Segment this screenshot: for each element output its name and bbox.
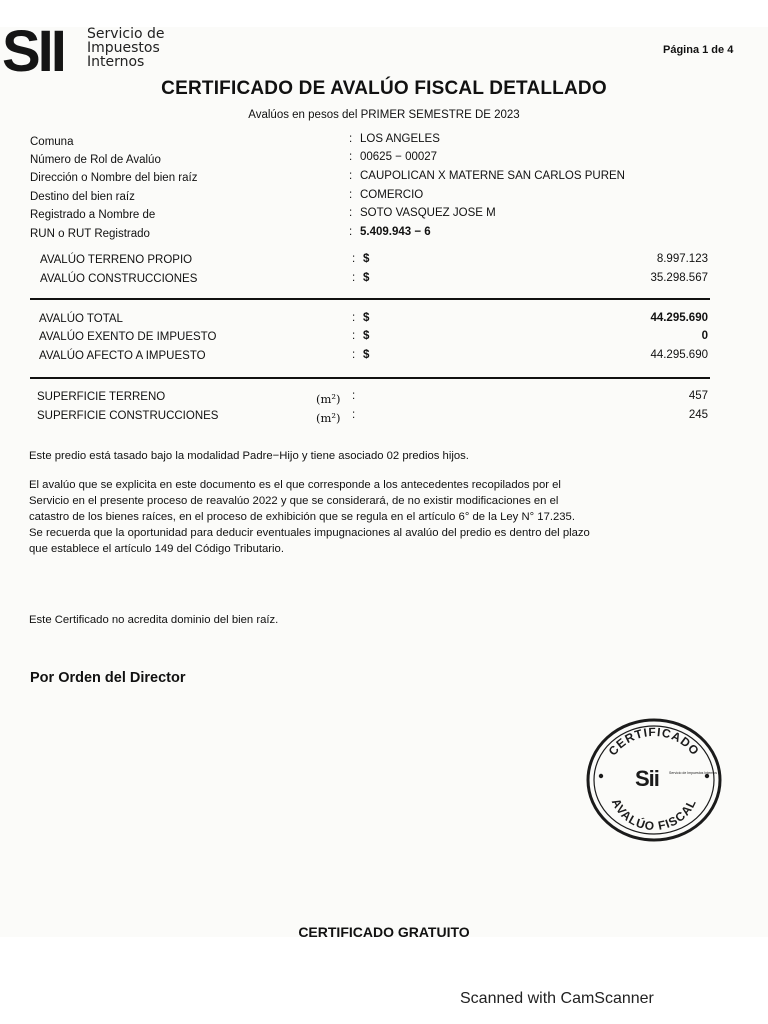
sii-logo-mark: SII	[2, 19, 64, 84]
detail-value-rut: 5.409.943 − 6	[360, 226, 431, 238]
seal-dot	[599, 774, 603, 778]
sii-logo-text	[87, 27, 165, 69]
surface-unit: (m²)	[316, 411, 341, 425]
detail-value-destino: COMERCIO	[360, 189, 424, 201]
valuation-currency: $	[363, 253, 370, 265]
valuation-colon: :	[352, 330, 356, 342]
sii-logo	[2, 19, 182, 84]
detail-colon: :	[349, 151, 353, 163]
signature-line: Por Orden del Director	[30, 670, 186, 686]
svg-text:AVALÚO FISCAL	[609, 796, 699, 833]
note-dominio: Este Certificado no acredita dominio del bien raíz.	[29, 614, 279, 626]
valuation-amount-exento: 0	[701, 330, 708, 342]
detail-label-direccion: Dirección o Nombre del bien raíz	[30, 172, 198, 184]
divider-line	[30, 298, 710, 300]
surface-unit: (m²)	[316, 392, 341, 406]
note-padre-hijo: Este predio está tasado bajo la modalidad Padre−Hijo y tiene asociado 02 predios hijos.	[29, 450, 469, 462]
footer-certificado-gratuito: CERTIFICADO GRATUITO	[298, 924, 470, 940]
detail-label-rut: RUN o RUT Registrado	[30, 228, 150, 240]
detail-colon: :	[349, 170, 353, 182]
paragraph-line: que establece el artículo 149 del Código Tributario.	[29, 543, 284, 555]
valuation-colon: :	[352, 312, 356, 324]
surface-label-terreno: SUPERFICIE TERRENO	[37, 391, 166, 403]
footer-strip	[0, 937, 768, 1024]
detail-label-destino: Destino del bien raíz	[30, 191, 135, 203]
paragraph-line: catastro de los bienes raíces, en el proceso de exhibición que se regula en el artículo 6° de la Ley N° 17.235.	[29, 511, 575, 523]
seal-top-text: CERTIFICADO	[605, 724, 703, 759]
valuation-currency: $	[363, 330, 370, 342]
logo-line-3: Internos	[87, 54, 145, 70]
detail-value-rol: 00625 − 00027	[360, 151, 438, 163]
surface-value-construcciones: 245	[688, 409, 708, 421]
detail-label-registrado: Registrado a Nombre de	[30, 209, 156, 221]
logo-line-1: Servicio de	[87, 26, 165, 42]
valuation-colon: :	[352, 253, 356, 265]
logo-line-2: Impuestos	[87, 40, 160, 56]
document-subtitle: Avalúos en pesos del PRIMER SEMESTRE DE 2023	[248, 109, 520, 121]
detail-value-comuna: LOS ANGELES	[360, 133, 440, 145]
valuation-amount-total: 44.295.690	[650, 312, 708, 324]
valuation-amount-afecto: 44.295.690	[650, 349, 708, 361]
surface-colon: :	[352, 390, 356, 402]
camscanner-watermark: Scanned with CamScanner	[460, 990, 654, 1007]
detail-colon: :	[349, 133, 353, 145]
paragraph-line: Servicio en el presente proceso de reavalúo 2022 y que se considerará, de no existir modificaciones en el	[29, 495, 559, 507]
valuation-label-terreno: AVALÚO TERRENO PROPIO	[40, 254, 193, 266]
detail-value-direccion: CAUPOLICAN X MATERNE SAN CARLOS PUREN	[360, 170, 625, 182]
detail-colon: :	[349, 189, 353, 201]
paragraph-line: El avalúo que se explicita en este documento es el que corresponde a los antecedentes recopilados por el	[29, 479, 561, 491]
valuation-amount-terreno: 8.997.123	[656, 253, 708, 265]
valuation-colon: :	[352, 272, 356, 284]
valuation-currency: $	[363, 272, 370, 284]
valuation-label-construcciones: AVALÚO CONSTRUCCIONES	[40, 273, 198, 285]
valuation-label-total: AVALÚO TOTAL	[39, 313, 123, 325]
detail-colon: :	[349, 207, 353, 219]
seal-bottom-text: AVALÚO FISCAL	[608, 796, 700, 834]
legal-paragraph	[29, 477, 719, 557]
detail-label-comuna: Comuna	[30, 136, 74, 148]
detail-value-registrado: SOTO VASQUEZ JOSE M	[360, 207, 496, 219]
seal-center-small: Servicio de Impuestos Internos	[669, 771, 718, 775]
valuation-currency: $	[363, 312, 370, 324]
paragraph-line: Se recuerda que la oportunidad para deducir eventuales impugnaciones al avalúo del predio es dentro del plazo	[29, 527, 590, 539]
surface-colon: :	[352, 409, 356, 421]
valuation-currency: $	[363, 349, 370, 361]
surface-value-terreno: 457	[688, 390, 708, 402]
detail-colon: :	[349, 226, 353, 238]
seal-center-mark: Sii	[635, 766, 659, 791]
page-number: Página 1 de 4	[663, 44, 734, 56]
valuation-label-afecto: AVALÚO AFECTO A IMPUESTO	[39, 350, 206, 362]
detail-label-rol: Número de Rol de Avalúo	[30, 154, 161, 166]
valuation-amount-construcciones: 35.298.567	[650, 272, 708, 284]
valuation-label-exento: AVALÚO EXENTO DE IMPUESTO	[39, 331, 217, 343]
document-title: CERTIFICADO DE AVALÚO FISCAL DETALLADO	[161, 78, 607, 99]
valuation-colon: :	[352, 349, 356, 361]
certificate-seal	[585, 718, 723, 843]
divider-line	[30, 377, 710, 379]
surface-label-construcciones: SUPERFICIE CONSTRUCCIONES	[37, 410, 219, 422]
